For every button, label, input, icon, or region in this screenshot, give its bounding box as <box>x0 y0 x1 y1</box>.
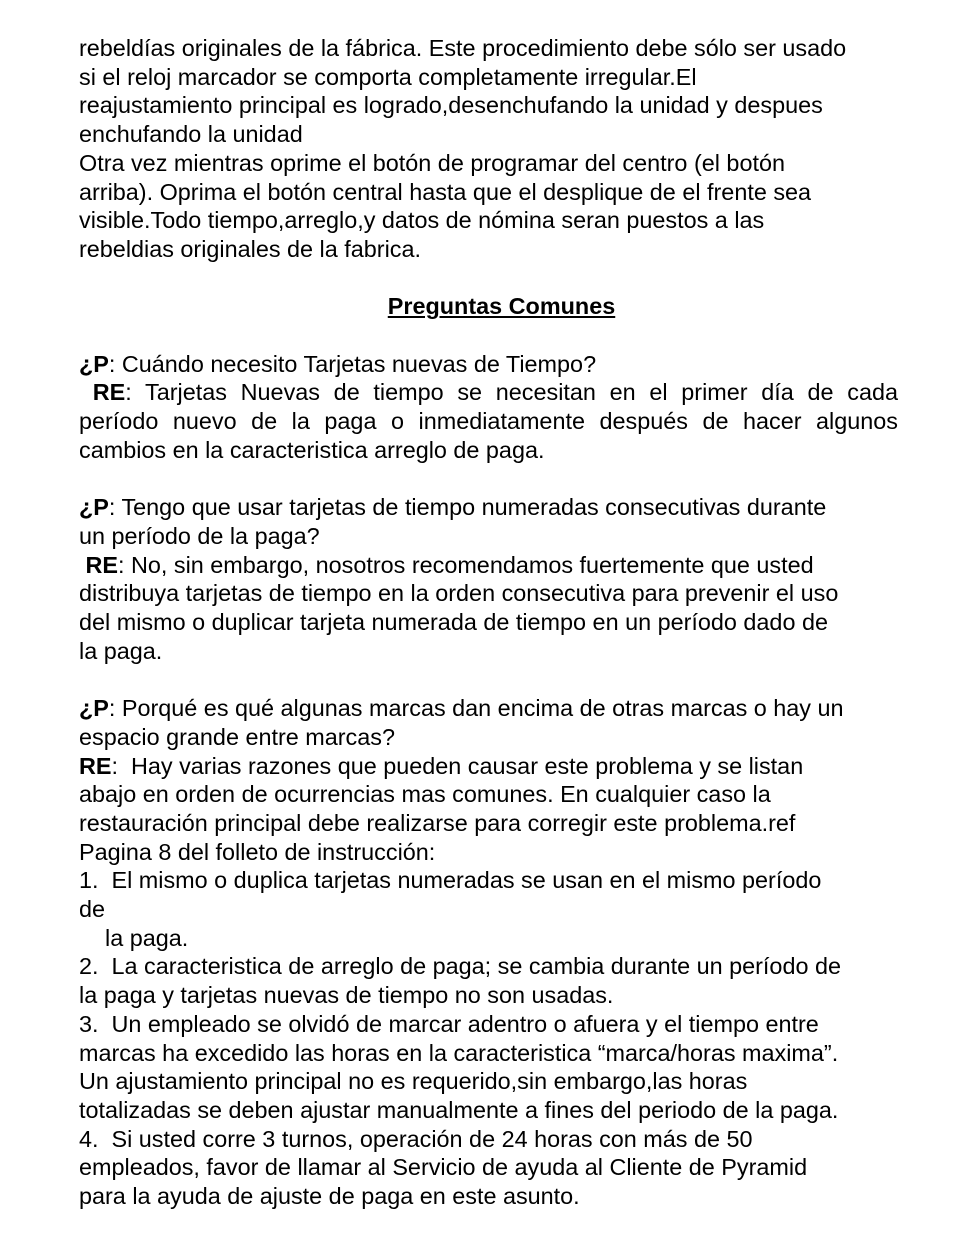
faq-answer-line: Pagina 8 del folleto de instrucción: <box>79 838 436 865</box>
faq-question <box>79 350 898 379</box>
question-text: : Porqué es qué algunas marcas dan encima de otras marcas o hay un <box>108 695 844 722</box>
faq-question-line: un período de la paga? <box>79 522 320 549</box>
faq-question-line: espacio grande entre marcas? <box>79 723 395 750</box>
numbered-list <box>79 866 898 1210</box>
answer-text: : No, sin embargo, nosotros recomendamos fuertemente que usted <box>118 551 814 578</box>
text-line: si el reloj marcador se comporta completamente irregular.El <box>79 63 697 90</box>
text-line: visible.Todo tiempo,arreglo,y datos de nómina seran puestos a las <box>79 207 765 234</box>
answer-label: RE <box>85 551 118 578</box>
intro-paragraph <box>79 34 898 264</box>
faq-item-3 <box>79 694 898 1211</box>
faq-question <box>79 694 898 723</box>
text-line: rebeldías originales de la fábrica. Este procedimiento debe sólo ser usado <box>79 35 847 61</box>
faq-answer-line: distribuya tarjetas de tiempo en la orden consecutiva para prevenir el uso <box>79 580 839 607</box>
faq-answer-line: período nuevo de la paga o inmediatamente después de hacer algunos <box>79 408 898 435</box>
answer-label: RE <box>92 379 126 406</box>
list-item: la paga y tarjetas nuevas de tiempo no son usadas. <box>79 982 614 1009</box>
list-item: para la ayuda de ajuste de paga en este asunto. <box>79 1183 580 1210</box>
answer-label: RE <box>79 752 112 779</box>
question-label: ¿P <box>79 350 109 377</box>
list-item: totalizadas se deben ajustar manualmente a fines del periodo de la paga. <box>79 1096 839 1123</box>
faq-answer-line: cambios en la caracteristica arreglo de paga. <box>79 436 545 463</box>
answer-text: : Tarjetas Nuevas de tiempo se necesitan en el primer día de cada <box>125 379 898 406</box>
list-item: empleados, favor de llamar al Servicio de ayuda al Cliente de Pyramid <box>79 1154 808 1181</box>
faq-question <box>79 493 898 522</box>
faq-item-1 <box>79 350 898 465</box>
list-item: marcas ha excedido las horas en la caracteristica “marca/horas maxima”. <box>79 1039 839 1066</box>
section-heading: Preguntas Comunes <box>387 293 616 320</box>
question-text: : Tengo que usar tarjetas de tiempo numeradas consecutivas durante <box>108 494 827 521</box>
faq-answer-line: abajo en orden de ocurrencias mas comunes. En cualquier caso la <box>79 781 771 808</box>
list-item: 4. Si usted corre 3 turnos, operación de 24 horas con más de 50 <box>79 1125 753 1152</box>
list-item: Un ajustamiento principal no es requerido,sin embargo,las horas <box>79 1068 748 1095</box>
faq-answer-line <box>79 752 898 781</box>
text-line: arriba). Oprima el botón central hasta que el desplique de el frente sea <box>79 178 812 205</box>
text-line: enchufando la unidad <box>79 121 303 148</box>
list-item: de <box>79 896 106 923</box>
question-label: ¿P <box>79 695 109 722</box>
list-item: la paga. <box>105 924 189 951</box>
list-item: 3. Un empleado se olvidó de marcar adentro o afuera y el tiempo entre <box>79 1010 819 1037</box>
faq-answer-line: la paga. <box>79 637 163 664</box>
section-heading-wrap <box>79 264 898 350</box>
text-line: Otra vez mientras oprime el botón de programar del centro (el botón <box>79 149 785 176</box>
spacer <box>79 465 898 494</box>
question-label: ¿P <box>79 494 109 521</box>
faq-answer-line <box>79 551 898 580</box>
list-item: 1. El mismo o duplica tarjetas numeradas se usan en el mismo período <box>79 867 822 894</box>
faq-answer-line: del mismo o duplicar tarjeta numerada de tiempo en un período dado de <box>79 609 828 636</box>
text-line: rebeldias originales de la fabrica. <box>79 235 421 262</box>
list-item: 2. La caracteristica de arreglo de paga; se cambia durante un período de <box>79 953 841 980</box>
faq-answer-line: restauración principal debe realizarse para corregir este problema.ref <box>79 809 796 836</box>
answer-text: : Hay varias razones que pueden causar este problema y se listan <box>111 752 804 779</box>
faq-answer-line <box>79 378 898 407</box>
faq-item-2 <box>79 493 898 665</box>
spacer <box>79 665 898 694</box>
question-text: : Cuándo necesito Tarjetas nuevas de Tiempo? <box>108 350 597 377</box>
text-line: reajustamiento principal es logrado,desenchufando la unidad y despues <box>79 92 823 119</box>
